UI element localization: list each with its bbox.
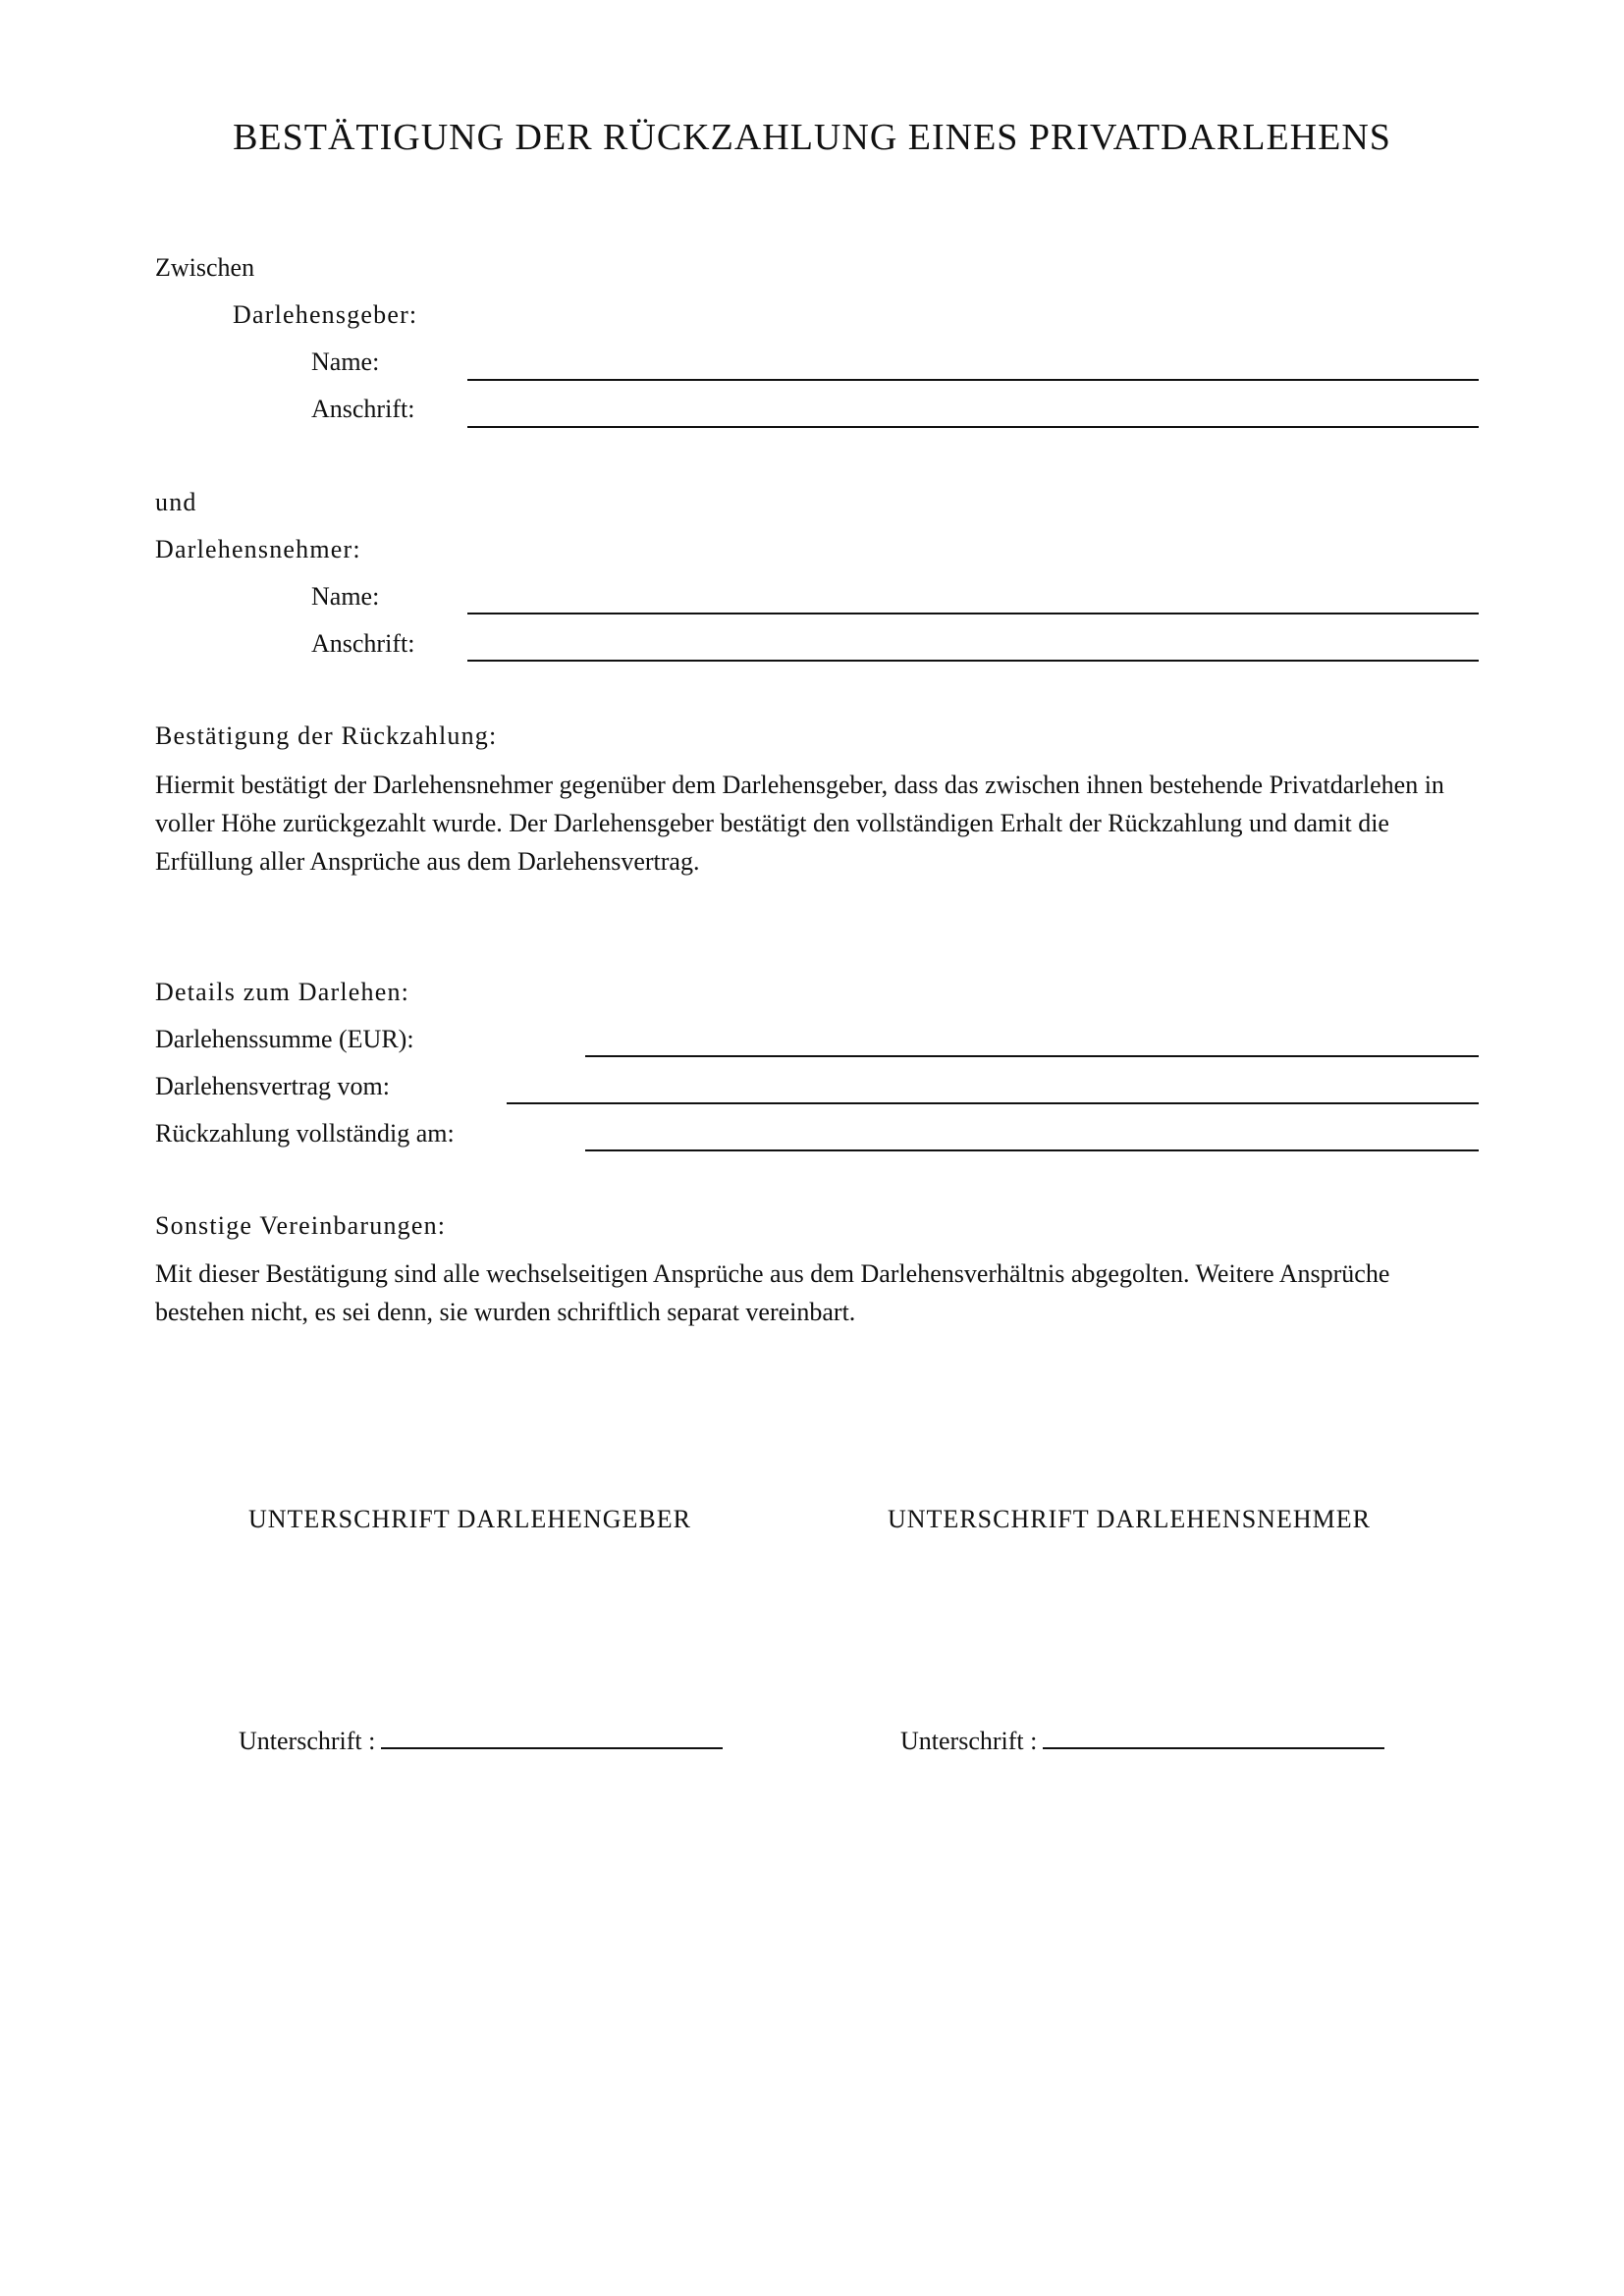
lender-name-label: Name: [311,347,380,376]
document-title: BESTÄTIGUNG DER RÜCKZAHLUNG EINES PRIVATDARLEHENS [233,117,1391,158]
contract-date-field[interactable] [507,1102,1479,1104]
borrower-signature-row [900,1724,1384,1756]
borrower-address-label: Anschrift: [311,629,415,658]
other-text: Mit dieser Bestätigung sind alle wechselseitigen Ansprüche aus dem Darlehensverhältnis abgegolten. Weitere Ansprüche bestehen nicht, es sei denn, sie wurden schriftlich separat vereinbart. [155,1259,1390,1326]
lender-label: Darlehensgeber: [233,300,418,329]
and-label: und [155,488,197,516]
between-label: Zwischen [155,253,255,282]
other-heading: Sonstige Vereinbarungen: [155,1211,447,1240]
amount-label: Darlehenssumme (EUR): [155,1025,414,1053]
borrower-address-field[interactable] [467,660,1479,662]
lender-signature-heading: UNTERSCHRIFT DARLEHENGEBER [248,1505,691,1533]
repayment-date-field[interactable] [585,1149,1479,1151]
borrower-signature-field[interactable] [1043,1724,1384,1749]
lender-name-field[interactable] [467,379,1479,381]
borrower-signature-heading: UNTERSCHRIFT DARLEHENSNEHMER [888,1505,1371,1533]
borrower-name-label: Name: [311,582,380,611]
details-heading: Details zum Darlehen: [155,978,410,1006]
lender-signature-field[interactable] [381,1724,723,1749]
lender-address-label: Anschrift: [311,395,415,423]
lender-signature-label: Unterschrift : [239,1727,376,1755]
lender-address-field[interactable] [467,426,1479,428]
repayment-date-label: Rückzahlung vollständig am: [155,1119,455,1148]
contract-date-label: Darlehensvertrag vom: [155,1072,390,1100]
borrower-signature-label: Unterschrift : [900,1727,1038,1755]
amount-field[interactable] [585,1055,1479,1057]
lender-signature-row [239,1724,723,1756]
confirmation-heading: Bestätigung der Rückzahlung: [155,721,498,750]
confirmation-text: Hiermit bestätigt der Darlehensnehmer gegenüber dem Darlehensgeber, dass das zwischen ihnen bestehende Privatdarlehen in voller Höhe zurückgezahlt wurde. Der Darlehensgeber bestätigt den vollständigen Erhalt der Rückzahlung und damit die Erfüllung aller Ansprüche aus dem Darlehensvertrag. [155,771,1444,876]
borrower-name-field[interactable] [467,613,1479,614]
borrower-label: Darlehensnehmer: [155,535,361,563]
